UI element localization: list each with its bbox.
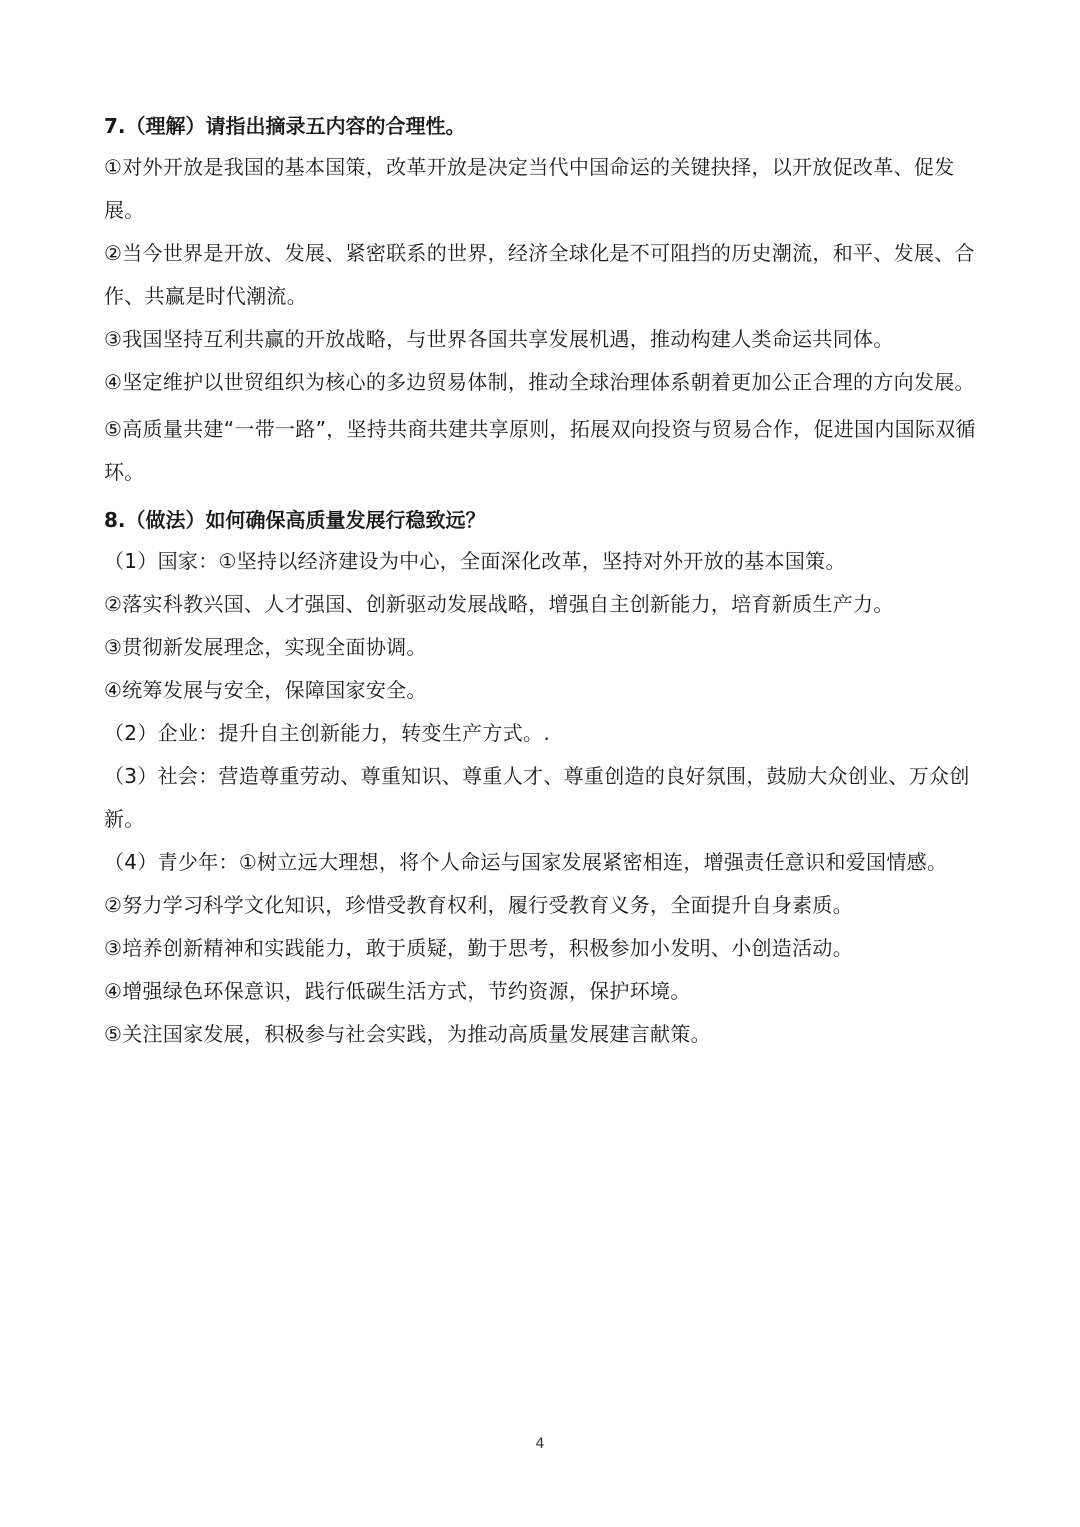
document-content [104, 106, 984, 1056]
page-number: 4 [535, 1436, 545, 1452]
question-7-title: 7.（理解）请指出摘录五内容的合理性。 [104, 114, 466, 138]
question-7-item-1: ①对外开放是我国的基本国策，改革开放是决定当代中国命运的关键抉择，以开放促改革、促发展。 [104, 155, 955, 222]
question-8-item-11: ⑤关注国家发展，积极参与社会实践，为推动高质量发展建言献策。 [104, 1022, 711, 1046]
question-8-item-9: ③培养创新精神和实践能力，敢于质疑，勤于思考，积极参加小发明、小创造活动。 [104, 936, 854, 960]
question-8-title: 8.（做法）如何确保高质量发展行稳致远？ [104, 508, 486, 532]
question-8-item-7: （4）青少年：①树立远大理想，将个人命运与国家发展紧密相连，增强责任意识和爱国情感。 [104, 850, 948, 874]
question-8-item-3: ③贯彻新发展理念，实现全面协调。 [104, 635, 427, 659]
question-8-item-2: ②落实科教兴国、人才强国、创新驱动发展战略，增强自主创新能力，培育新质生产力。 [104, 592, 894, 616]
question-8-item-4: ④统筹发展与安全，保障国家安全。 [104, 678, 427, 702]
question-8-item-5: （2）企业：提升自主创新能力，转变生产方式。. [104, 721, 550, 745]
question-7-item-3: ③我国坚持互利共赢的开放战略，与世界各国共享发展机遇，推动构建人类命运共同体。 [104, 327, 894, 351]
question-8-item-10: ④增强绿色环保意识，践行低碳生活方式，节约资源，保护环境。 [104, 979, 691, 1003]
question-8-item-1: （1）国家：①坚持以经济建设为中心，全面深化改革，坚持对外开放的基本国策。 [104, 549, 846, 573]
question-7-item-5: ⑤高质量共建“一带一路”，坚持共商共建共享原则，拓展双向投资与贸易合作，促进国内国际双循环。 [104, 417, 976, 484]
question-7-item-2: ②当今世界是开放、发展、紧密联系的世界，经济全球化是不可阻挡的历史潮流，和平、发展、合作、共赢是时代潮流。 [104, 241, 975, 308]
question-8-item-8: ②努力学习科学文化知识，珍惜受教育权利，履行受教育义务，全面提升自身素质。 [104, 893, 854, 917]
question-8-item-6: （3）社会：营造尊重劳动、尊重知识、尊重人才、尊重创造的良好氛围，鼓励大众创业、万众创新。 [104, 764, 970, 831]
question-7-item-4: ④坚定维护以世贸组织为核心的多边贸易体制，推动全球治理体系朝着更加公正合理的方向发展。 [104, 370, 975, 394]
